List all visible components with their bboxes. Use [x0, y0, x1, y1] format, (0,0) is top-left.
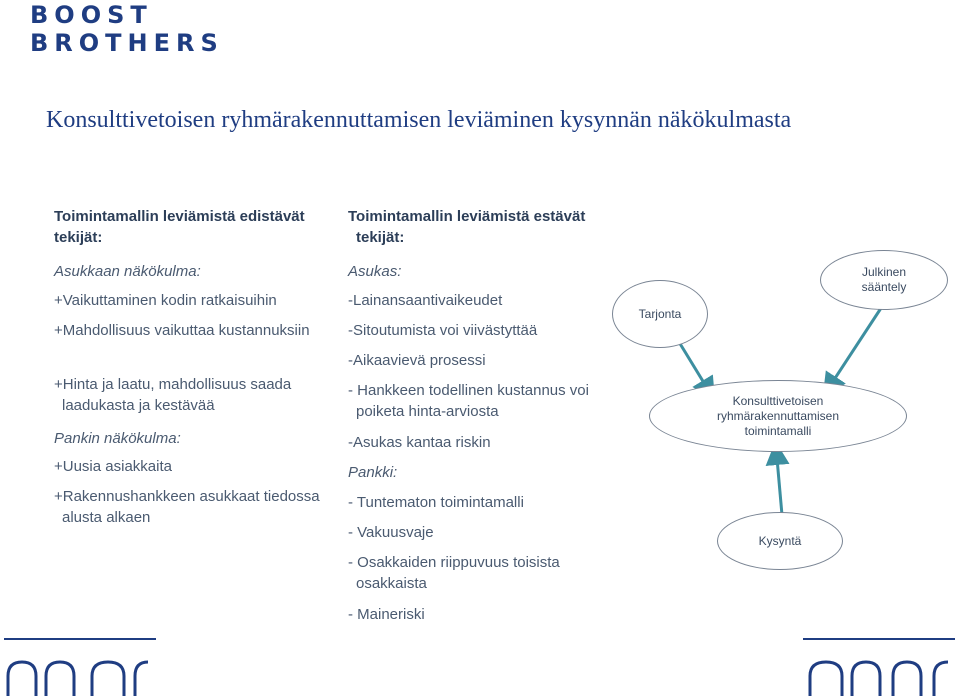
- list-item: -Asukas kantaa riskin: [348, 434, 491, 451]
- page-title: Konsulttivetoisen ryhmärakennuttamisen leviäminen kysynnän näkökulmasta: [46, 107, 792, 133]
- center-label: Konsulttivetoisen ryhmärakennuttamisen toimintamalli: [716, 393, 840, 438]
- list-item: +Rakennushankkeen asukkaat tiedossa alusta alkaen: [54, 488, 320, 526]
- arch-right: [852, 662, 880, 696]
- list-item: - Maineriski: [348, 606, 425, 623]
- list-item: - Osakkaiden riippuvuus toisista osakkaista: [348, 554, 560, 592]
- kysynta-label: Kysyntä: [758, 533, 802, 548]
- arch-right: [934, 662, 948, 696]
- list-item: +Vaikuttaminen kodin ratkaisuihin: [54, 292, 277, 309]
- list-item: Pankki:: [348, 464, 398, 481]
- arch-left: [135, 662, 148, 696]
- arch-right: [810, 662, 842, 696]
- list-item: Asukas:: [348, 263, 402, 280]
- footer-line-right: [803, 638, 955, 640]
- arrow-kysynta: [776, 447, 782, 515]
- list-item: - Hankkeen todellinen kustannus voi poiketa hinta-arviosta: [348, 382, 589, 420]
- list-item: +Hinta ja laatu, mahdollisuus saada laadukasta ja kestävää: [54, 376, 292, 414]
- hindering-heading: Toimintamallin leviämistä estävät tekijät:: [348, 208, 586, 246]
- arch-left: [8, 662, 36, 696]
- list-item: -Lainansaantivaikeudet: [348, 292, 503, 309]
- list-item: - Vakuusvaje: [348, 524, 434, 541]
- kysynta-node: [717, 512, 843, 570]
- tarjonta-label: Tarjonta: [638, 306, 682, 321]
- arch-left: [46, 662, 74, 696]
- list-item: Pankin näkökulma:: [54, 430, 181, 447]
- footer-arches: [0, 654, 959, 696]
- logo-line-2: BROTHERS: [30, 29, 224, 57]
- promoting-heading: Toimintamallin leviämistä edistävät tekijät:: [54, 208, 305, 246]
- list-item: +Mahdollisuus vaikuttaa kustannuksiin: [54, 322, 310, 339]
- julkinen-label: Julkinen sääntely: [861, 265, 907, 294]
- arch-right: [893, 662, 921, 696]
- center-node: [649, 380, 907, 452]
- footer-line-left: [4, 638, 156, 640]
- logo-line-1: BOOST: [30, 1, 153, 29]
- list-item: -Aikaavievä prosessi: [348, 352, 486, 369]
- tarjonta-node: [612, 280, 708, 348]
- julkinen-node: [820, 250, 948, 310]
- arrow-julkinen: [826, 302, 885, 392]
- list-item: -Sitoutumista voi viivästyttää: [348, 322, 538, 339]
- arch-left: [92, 662, 124, 696]
- list-item: +Uusia asiakkaita: [54, 458, 172, 475]
- list-item: Asukkaan näkökulma:: [54, 263, 201, 280]
- list-item: - Tuntematon toimintamalli: [348, 494, 524, 511]
